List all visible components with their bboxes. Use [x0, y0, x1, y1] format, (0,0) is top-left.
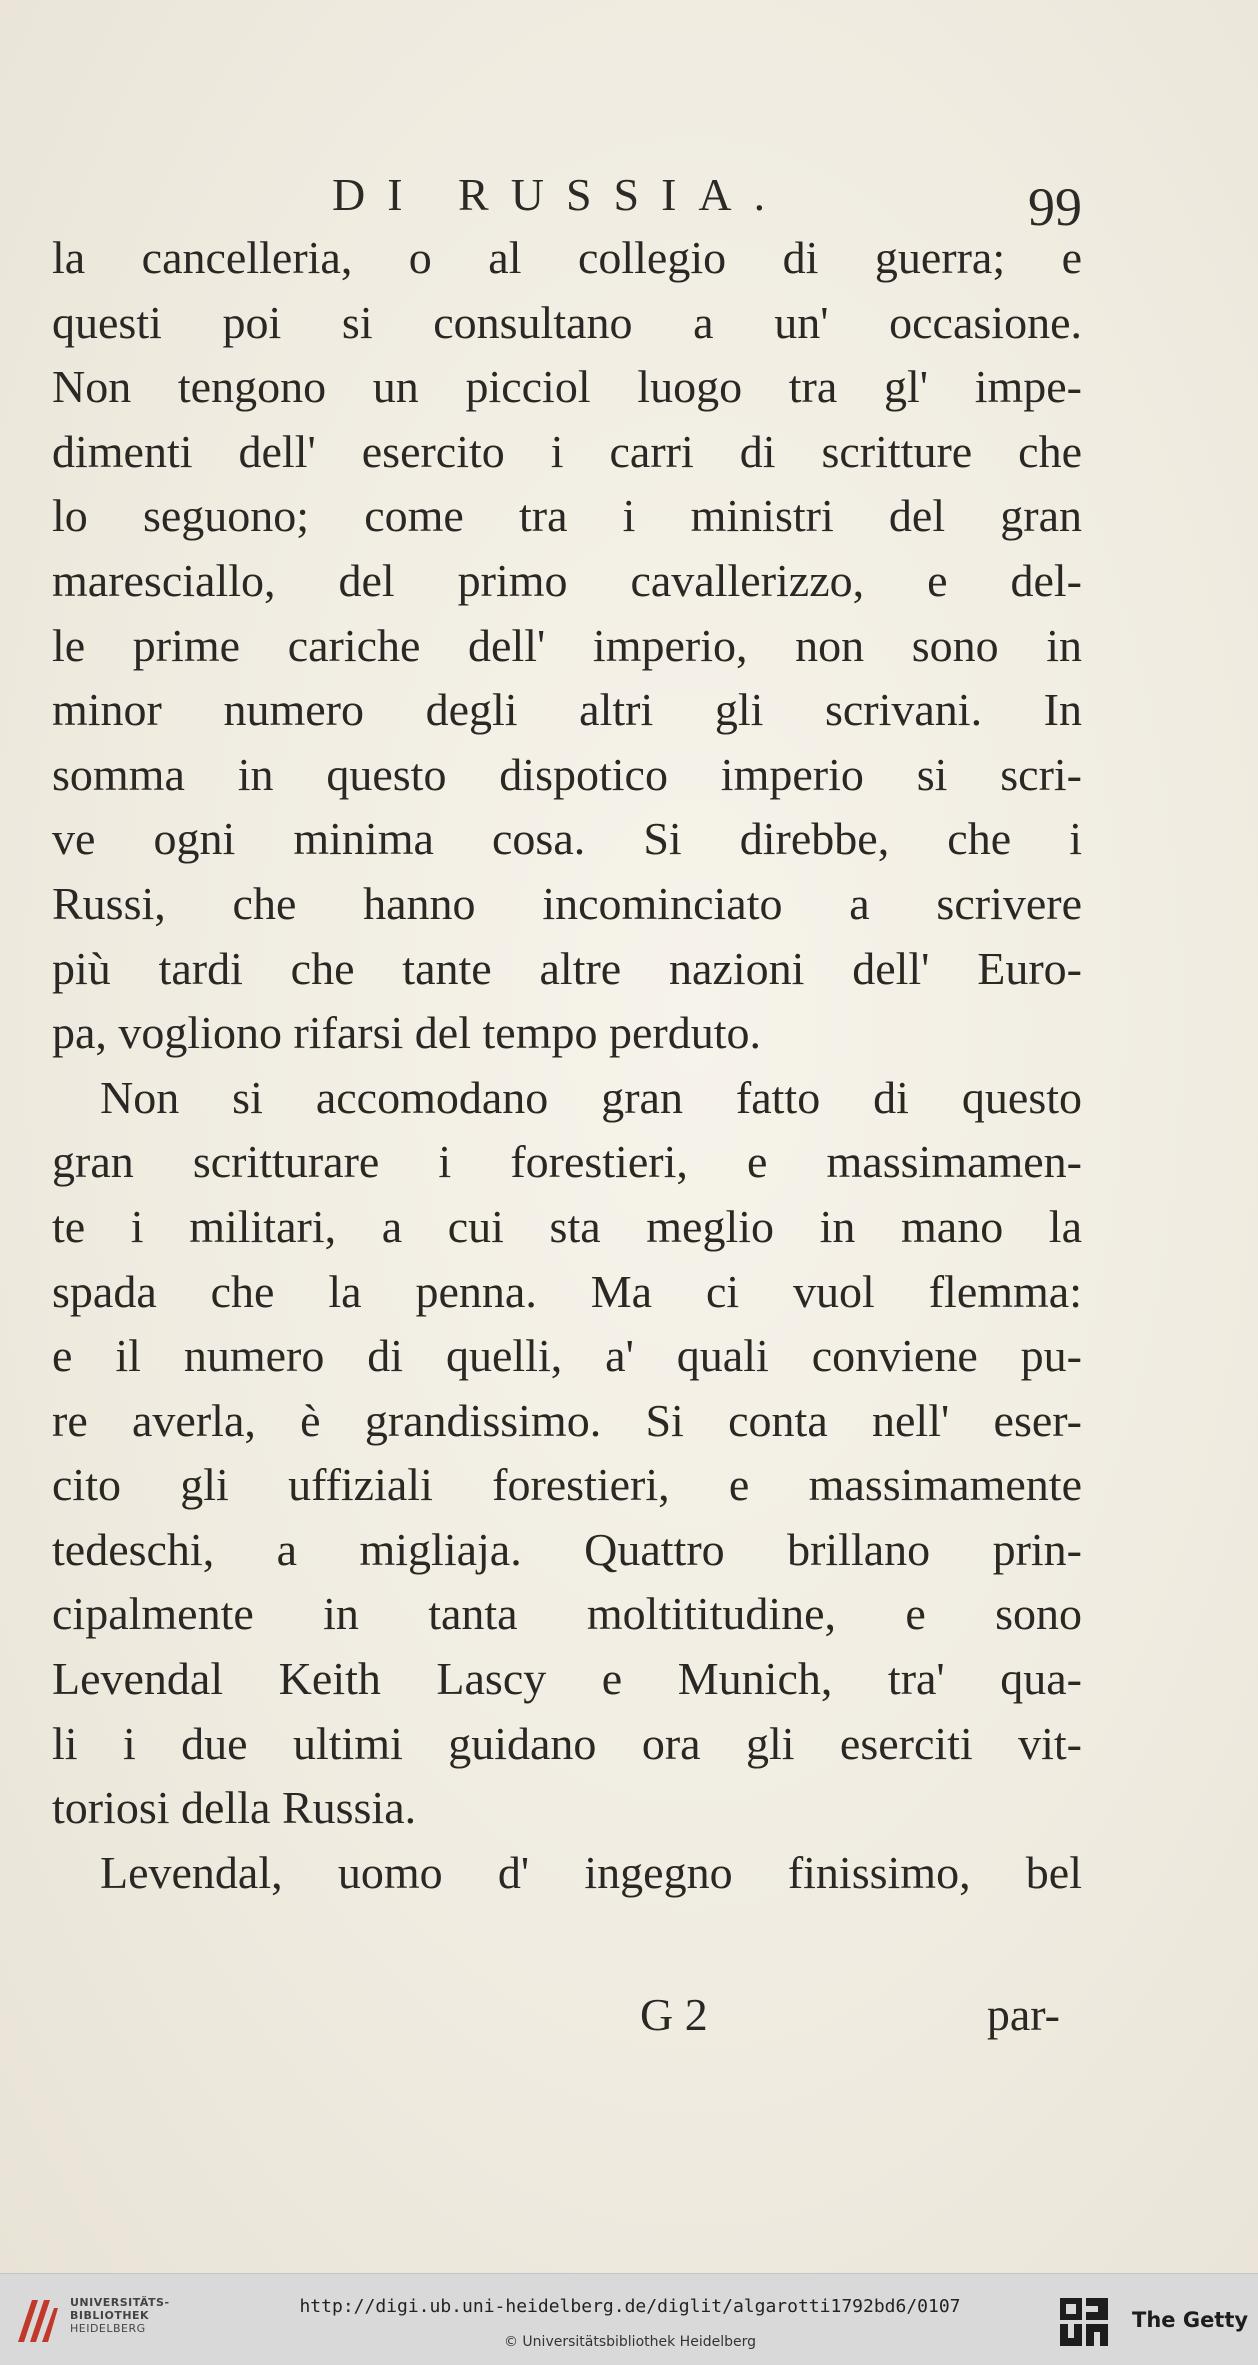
university-library-logo-icon [14, 2292, 62, 2348]
page-number: 99 [1028, 177, 1082, 237]
library-name-line: BIBLIOTHEK [70, 2309, 150, 2322]
library-name-line: HEIDELBERG [70, 2322, 146, 2335]
text-line: ve ogni minima cosa. Si direbbe, che i [52, 813, 1082, 865]
text-line: dimenti dell' esercito i carri di scritture che [52, 425, 1082, 477]
text-line: maresciallo, del primo cavallerizzo, e del- [52, 554, 1082, 606]
library-name [70, 2296, 170, 2335]
text-line: Levendal Keith Lascy e Munich, tra' qua- [52, 1653, 1082, 1705]
text-line: tedeschi, a migliaja. Quattro brillano prin- [52, 1523, 1082, 1575]
signature-mark: G 2 [640, 1989, 708, 2040]
text-line: somma in questo dispotico imperio si scri- [52, 748, 1082, 800]
text-line: Russi, che hanno incominciato a scrivere [52, 877, 1082, 929]
catchword: par- [986, 1989, 1060, 2040]
text-line: questi poi si consultano a un' occasione. [52, 296, 1082, 348]
viewer-footer [0, 2273, 1258, 2365]
text-line: cipalmente in tanta moltititudine, e sono [52, 1588, 1082, 1640]
permalink-url[interactable]: http://digi.ub.uni-heidelberg.de/diglit/algarotti1792bd6/0107 [299, 2296, 961, 2317]
text-line: le prime cariche dell' imperio, non sono in [52, 619, 1082, 671]
page-signature [640, 1988, 1060, 2052]
text-line: spada che la penna. Ma ci vuol flemma: [52, 1265, 1082, 1317]
text-line: te i militari, a cui sta meglio in mano la [52, 1200, 1082, 1252]
text-line: più tardi che tante altre nazioni dell' Euro- [52, 942, 1082, 994]
text-line: gran scritturare i forestieri, e massimamen- [52, 1136, 1082, 1188]
text-line: re averla, è grandissimo. Si conta nell' eser- [52, 1394, 1082, 1446]
getty-logo-icon [1058, 2294, 1110, 2350]
copyright-notice: © Universitätsbibliothek Heidelberg [503, 2334, 756, 2350]
text-line: minor numero degli altri gli scrivani. In [52, 684, 1082, 736]
body-text [52, 226, 1082, 1905]
library-name-line: UNIVERSITÄTS- [70, 2296, 170, 2309]
text-line: lo seguono; come tra i ministri del gran [52, 490, 1082, 542]
text-line: Non tengono un picciol luogo tra gl' impe- [52, 361, 1082, 413]
text-line: Non si accomodano gran fatto di questo [100, 1071, 1082, 1123]
text-line: pa, vogliono rifarsi del tempo perduto. [52, 1007, 762, 1059]
partner-name: The Getty [1132, 2308, 1249, 2332]
text-line: e il numero di quelli, a' quali conviene pu- [52, 1330, 1082, 1382]
text-line: cito gli uffiziali forestieri, e massimamente [52, 1459, 1082, 1511]
text-line: li i due ultimi guidano ora gli eserciti vit- [52, 1717, 1082, 1769]
text-line: toriosi della Russia. [52, 1782, 417, 1834]
running-title: DI RUSSIA. [332, 169, 788, 220]
text-line: Levendal, uomo d' ingegno finissimo, bel [100, 1846, 1082, 1898]
text-line: la cancelleria, o al collegio di guerra; e [52, 232, 1082, 283]
